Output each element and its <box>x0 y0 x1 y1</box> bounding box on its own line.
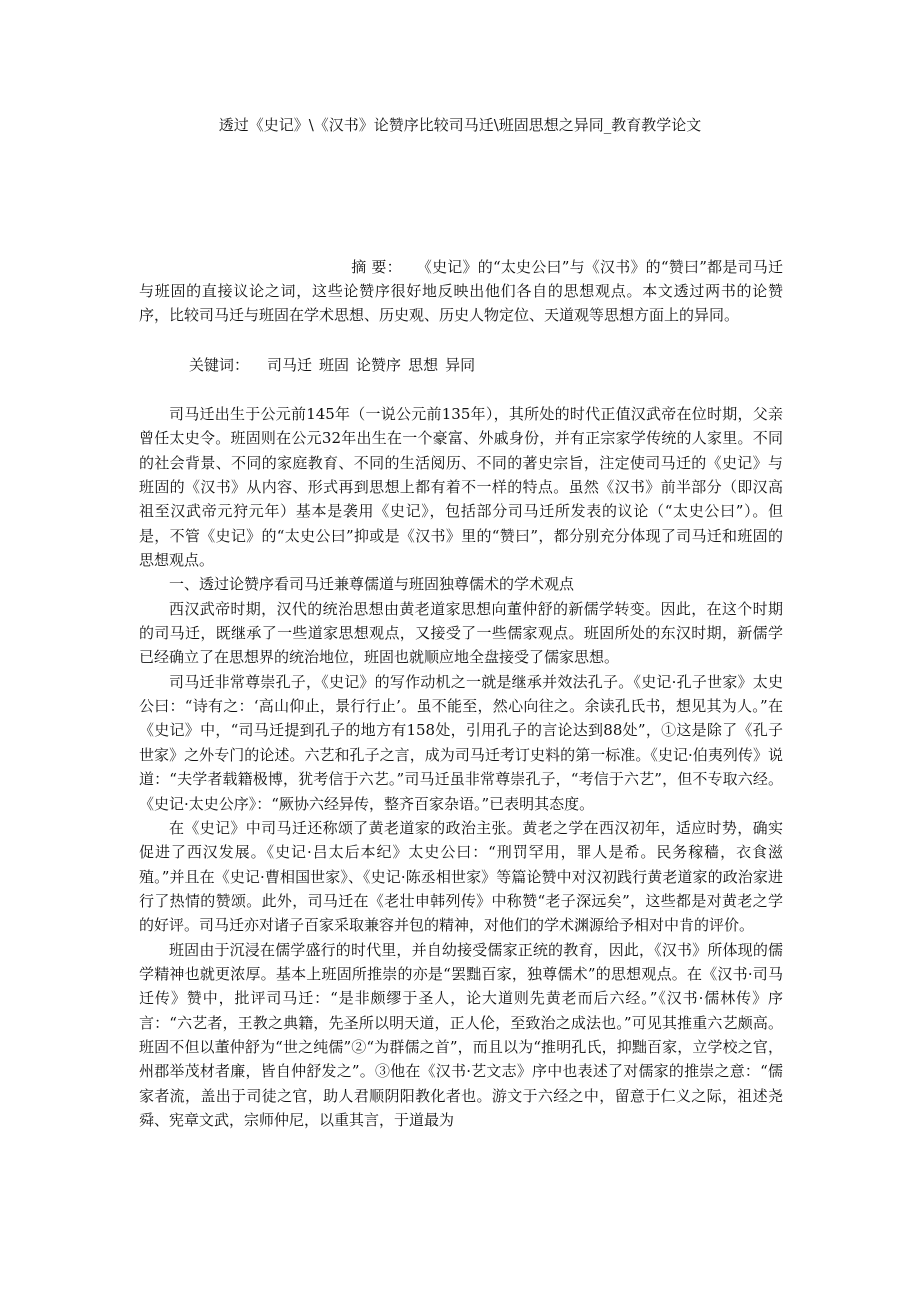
keywords-line <box>139 352 783 378</box>
abstract-text: 《史记》的“太史公曰”与《汉书》的“赞曰”都是司马迁与班固的直接议论之词，这些论赞序很好地反映出他们各自的思想观点。本文透过两书的论赞序，比较司马迁与班固在学术思想、历史观、历史人物定位、天道观等思想方面上的异同。 <box>139 258 783 324</box>
keyword: 异同 <box>445 356 476 374</box>
document-body <box>139 402 783 1132</box>
body-paragraph: 西汉武帝时期，汉代的统治思想由黄老道家思想向董仲舒的新儒学转变。因此，在这个时期的司马迁，既继承了一些道家思想观点，又接受了一些儒家观点。班固所处的东汉时期，新儒学已经确立了在思想界的统治地位，班固也就顺应地全盘接受了儒家思想。 <box>139 599 783 667</box>
keyword: 班固 <box>319 356 350 374</box>
abstract-label: 摘 要： <box>351 258 402 276</box>
keyword: 思想 <box>408 356 439 374</box>
abstract <box>139 255 783 327</box>
body-paragraph: 司马迁出生于公元前145年（一说公元前135年），其所处的时代正值汉武帝在位时期，父亲曾任太史令。班固则在公元32年出生在一个豪富、外戚身份，并有正宗家学传统的人家里。不同的社会背景、不同的家庭教育、不同的生活阅历、不同的著史宗旨，注定使司马迁的《史记》与班固的《汉书》从内容、形式再到思想上都有着不一样的特点。虽然《汉书》前半部分（即汉高祖至汉武帝元狩元年）基本是袭用《史记》，包括部分司马迁所发表的议论（“太史公曰”）。但是，不管《史记》的“太史公曰”抑或是《汉书》里的“赞曰”，都分别充分体现了司马迁和班固的思想观点。 <box>139 405 783 570</box>
keyword: 司马迁 <box>267 356 313 374</box>
body-paragraph: 在《史记》中司马迁还称颂了黄老道家的政治主张。黄老之学在西汉初年，适应时势，确实促进了西汉发展。《史记·吕太后本纪》太史公曰：“刑罚罕用，罪人是希。民务稼穑，衣食滋殖。”并且在《史记·曹相国世家》、《史记·陈丞相世家》等篇论赞中对汉初践行黄老道家的政治家进行了热情的赞颂。此外，司马迁在《老壮申韩列传》中称赞“老子深远矣”，这些都是对黄老之学的好评。司马迁亦对诸子百家采取兼容并包的精神，对他们的学术渊源给予相对中肯的评价。 <box>139 818 783 935</box>
document-title: 透过《史记》\《汉书》论赞序比较司马迁\班固思想之异同_教育教学论文 <box>218 116 702 134</box>
section-heading: 一、透过论赞序看司马迁兼尊儒道与班固独尊儒术的学术观点 <box>169 575 575 594</box>
keyword: 论赞序 <box>356 356 402 374</box>
keywords-label: 关键词： <box>189 356 250 374</box>
body-paragraph: 司马迁非常尊崇孔子，《史记》的写作动机之一就是继承并效法孔子。《史记·孔子世家》太史公曰：“诗有之：‘高山仰止，景行行止’。虽不能至，然心向往之。余读孔氏书，想见其为人。”在《史记》中，“司马迁提到孔子的地方有158处，引用孔子的言论达到88处”，①这是除了《孔子世家》之外专门的论述。六艺和孔子之言，成为司马迁考订史料的第一标准。《史记·伯夷列传》说道：“夫学者载籍极博，犹考信于六艺。”司马迁虽非常尊崇孔子，“考信于六艺”，但不专取六经。《史记·太史公序》：“厥协六经异传，整齐百家杂语。”已表明其态度。 <box>139 672 783 813</box>
body-paragraph: 班固由于沉浸在儒学盛行的时代里，并自幼接受儒家正统的教育，因此，《汉书》所体现的儒学精神也就更浓厚。基本上班固所推崇的亦是“罢黜百家，独尊儒术”的思想观点。在《汉书·司马迁传》赞中，批评司马迁：“是非颇缪于圣人，论大道则先黄老而后六经。”《汉书·儒林传》序言：“六艺者，王教之典籍，先圣所以明天道，正人伦，至致治之成法也。”可见其推重六艺颇高。班固不但以董仲舒为“世之纯儒”②“为群儒之首”，而且以为“推明孔氏，抑黜百家，立学校之官，州郡举茂材者廉，皆自仲舒发之”。③他在《汉书·艺文志》序中也表述了对儒家的推崇之意：“儒家者流，盖出于司徒之官，助人君顺阴阳教化者也。游文于六经之中，留意于仁义之际，祖述尧舜、宪章文武，宗师仲尼，以重其言，于道最为 <box>139 940 783 1129</box>
